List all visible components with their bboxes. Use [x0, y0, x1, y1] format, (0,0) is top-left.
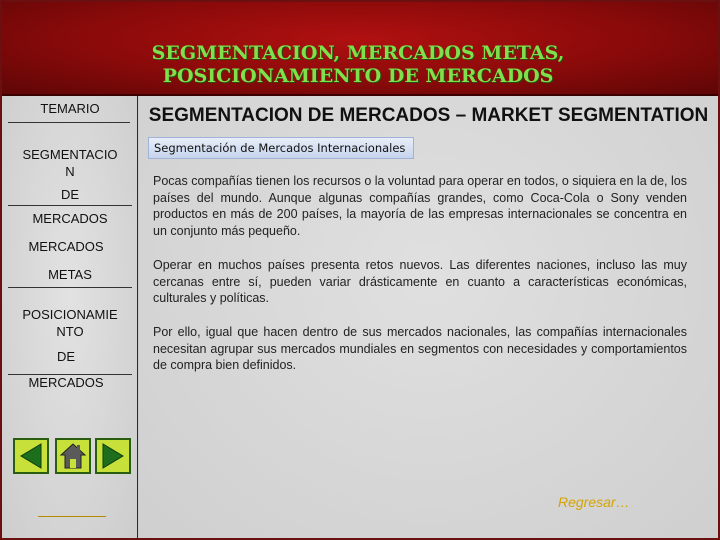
prev-button[interactable]: [13, 438, 49, 474]
sidebar-item-label: NTO: [56, 324, 84, 339]
sidebar-item-label: METAS: [48, 267, 92, 282]
home-button[interactable]: [55, 438, 91, 474]
temario-label: TEMARIO: [40, 101, 100, 116]
page-title: SEGMENTACION, MERCADOS METAS, POSICIONAMIENTO DE MERCADOS: [151, 42, 565, 87]
main-content: [139, 96, 718, 538]
home-icon: [57, 440, 89, 472]
sidebar-divider: [8, 287, 132, 288]
sidebar-item-label: DE: [56, 349, 76, 364]
back-link[interactable]: Regresar…: [558, 494, 630, 510]
next-button[interactable]: [95, 438, 131, 474]
sidebar-divider: [8, 205, 132, 206]
arrow-left-icon: [15, 440, 47, 472]
sidebar-item-label: MERCADOS: [28, 375, 104, 390]
sidebar-item-label: SEGMENTACIO: [22, 147, 118, 162]
subtitle-banner: Segmentación de Mercados Internacionales: [148, 137, 414, 159]
paragraph-2: Operar en muchos países presenta retos nuevos. Las diferentes naciones, incluso las muy cercanas entre sí, pueden variar drásticamente en cuanto a características económicas, culturales y políticas.: [153, 258, 687, 305]
bottom-rule: [38, 516, 106, 517]
temario-divider: [8, 122, 130, 123]
paragraph-3: Por ello, igual que hacen dentro de sus mercados nacionales, las compañías internacionales necesitan agrupar sus mercados mundiales en segmentos con necesidades y comportamientos de compra bien definidos.: [153, 325, 687, 372]
sidebar-item-label: DE: [60, 187, 80, 202]
sidebar-item-label: POSICIONAMIE: [22, 307, 118, 322]
arrow-right-icon: [97, 440, 129, 472]
paragraph-1: Pocas compañías tienen los recursos o la voluntad para operar en todos, o siquiera en la de, los países del mundo. Aunque algunas compañías grandes, como Coca-Cola o Sony venden productos en más de 200 países, la mayoría de las empresas internacionales se concentra en un conjunto más pequeño.: [153, 174, 687, 238]
sidebar-item-label: MERCADOS: [28, 239, 104, 254]
sidebar-item-label: MERCADOS: [32, 211, 108, 226]
sidebar-item-label: N: [65, 164, 75, 179]
section-title: SEGMENTACION DE MERCADOS – MARKET SEGMENTATION: [148, 105, 709, 126]
sidebar-divider: [8, 374, 132, 375]
